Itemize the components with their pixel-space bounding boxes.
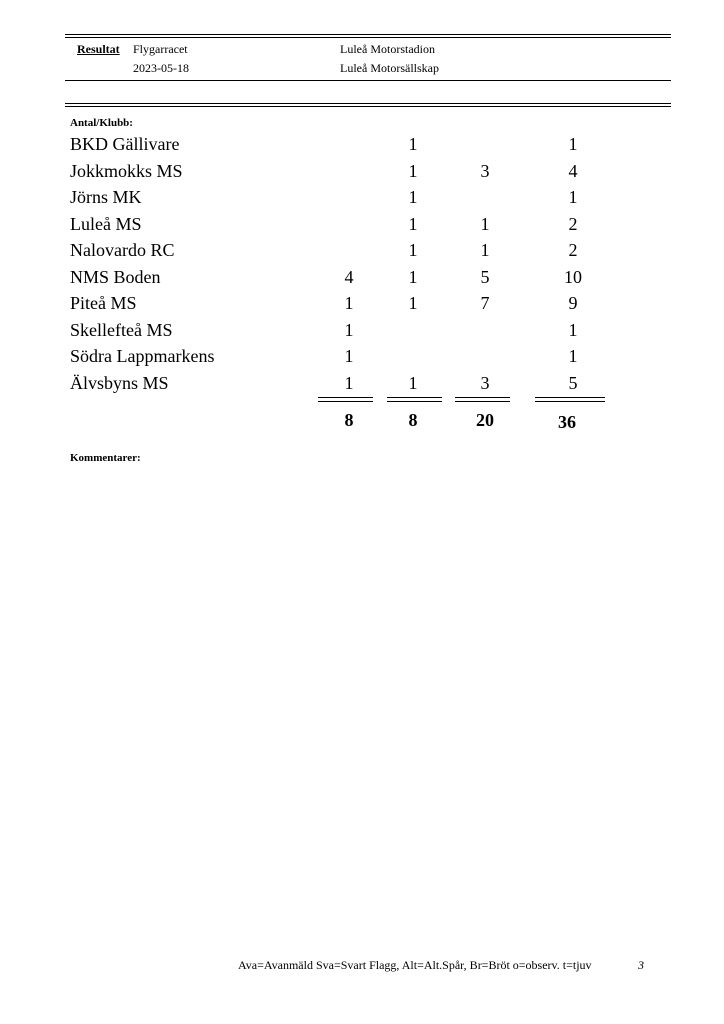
club-count-c2: 1 (408, 267, 418, 287)
club-name: Södra Lappmarkens (70, 346, 215, 366)
club-name: Jokkmokks MS (70, 161, 183, 181)
header-top-rule-2 (65, 37, 671, 38)
organizer-name: Luleå Motorsällskap (340, 61, 439, 75)
footer-legend: Ava=Avanmäld Sva=Svart Flagg, Alt=Alt.Spår, Br=Bröt o=observ. t=tjuv (238, 958, 592, 972)
total-c1: 8 (344, 410, 354, 430)
club-count-c1: 4 (344, 267, 354, 287)
club-count-c2: 1 (408, 293, 418, 313)
page-number: 3 (638, 958, 644, 972)
club-name: Älvsbyns MS (70, 373, 169, 393)
club-name: Nalovardo RC (70, 240, 175, 260)
club-count-total: 5 (568, 373, 578, 393)
event-name: Flygarracet (133, 42, 188, 56)
club-count-c1: 1 (344, 293, 354, 313)
header-mid-rule (65, 80, 671, 81)
club-count-total: 2 (568, 240, 578, 260)
section-label: Antal/Klubb: (70, 117, 133, 129)
club-count-total: 10 (564, 267, 582, 287)
club-count-total: 9 (568, 293, 578, 313)
total-c3: 20 (476, 410, 494, 430)
club-count-c2: 1 (408, 161, 418, 181)
club-name: Skellefteå MS (70, 320, 173, 340)
club-count-c3: 1 (480, 240, 490, 260)
total-underline-c2 (387, 397, 442, 402)
total-grand: 36 (558, 412, 576, 432)
venue-name: Luleå Motorstadion (340, 42, 435, 56)
club-count-total: 1 (568, 346, 578, 366)
header-bottom-rule-2 (65, 106, 671, 107)
club-count-c3: 5 (480, 267, 490, 287)
club-name: BKD Gällivare (70, 134, 180, 154)
club-name: Jörns MK (70, 187, 142, 207)
result-label: Resultat (77, 42, 120, 56)
total-c2: 8 (408, 410, 418, 430)
club-count-c3: 1 (480, 214, 490, 234)
header-top-rule (65, 34, 671, 35)
club-count-total: 4 (568, 161, 578, 181)
club-count-c3: 3 (480, 161, 490, 181)
club-name: Piteå MS (70, 293, 137, 313)
club-count-c2: 1 (408, 240, 418, 260)
event-date: 2023-05-18 (133, 61, 189, 75)
total-underline-c1 (318, 397, 373, 402)
club-count-c3: 3 (480, 373, 490, 393)
club-count-total: 1 (568, 320, 578, 340)
header-bottom-rule (65, 103, 671, 104)
club-count-c3: 7 (480, 293, 490, 313)
club-count-c2: 1 (408, 187, 418, 207)
club-name: NMS Boden (70, 267, 161, 287)
club-count-c1: 1 (344, 320, 354, 340)
club-count-c2: 1 (408, 214, 418, 234)
club-count-c2: 1 (408, 373, 418, 393)
club-name: Luleå MS (70, 214, 142, 234)
club-count-total: 1 (568, 134, 578, 154)
comments-label: Kommentarer: (70, 452, 141, 464)
club-count-total: 1 (568, 187, 578, 207)
club-count-c2: 1 (408, 134, 418, 154)
club-count-c1: 1 (344, 346, 354, 366)
club-count-total: 2 (568, 214, 578, 234)
total-underline-c3 (455, 397, 510, 402)
total-underline-total (535, 397, 605, 402)
club-count-c1: 1 (344, 373, 354, 393)
